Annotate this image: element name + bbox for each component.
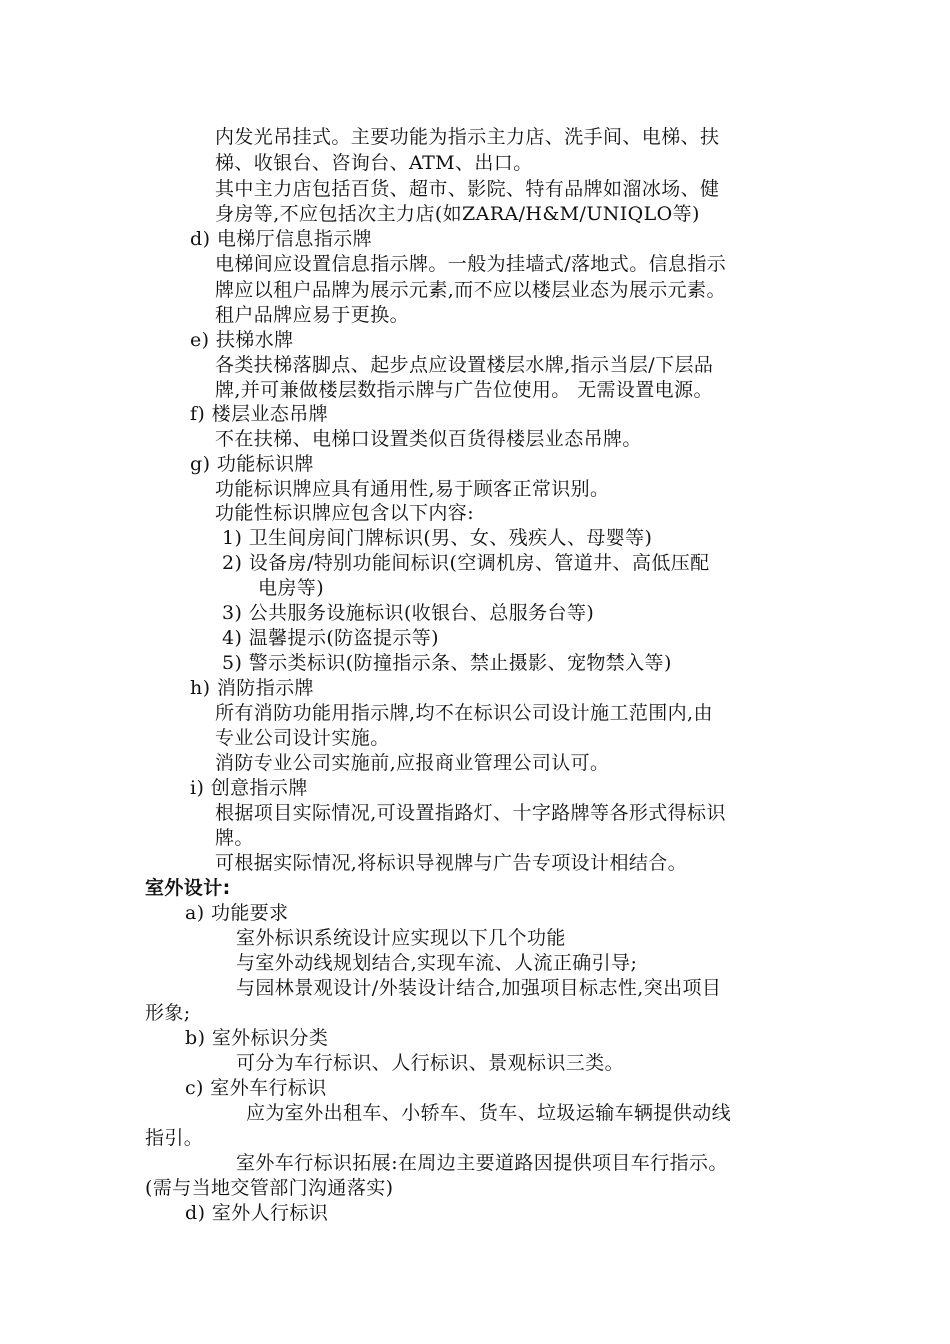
text-line: 电梯间应设置信息指示牌。一般为挂墙式/落地式。信息指示 <box>215 253 727 275</box>
text-line: 专业公司设计实施。 <box>215 727 390 749</box>
section-title-outdoor-design: 室外设计: <box>145 877 231 899</box>
section-heading-d: d) 电梯厅信息指示牌 <box>190 228 373 250</box>
text-line: 应为室外出租车、小轿车、货车、垃圾运输车辆提供动线 <box>246 1102 732 1124</box>
text-line: 牌。 <box>215 827 254 849</box>
section-heading-g: g) 功能标识牌 <box>190 453 314 475</box>
section-heading-i: i) 创意指示牌 <box>190 777 308 799</box>
text-line: 内发光吊挂式。主要功能为指示主力店、洗手间、电梯、扶 <box>215 126 720 148</box>
text-line: 所有消防功能用指示牌,均不在标识公司设计施工范围内,由 <box>215 702 713 724</box>
text-line: 其中主力店包括百货、超市、影院、特有品牌如溜冰场、健 <box>215 178 720 200</box>
section-heading-e: e) 扶梯水牌 <box>190 329 294 351</box>
text-line: 室外标识系统设计应实现以下几个功能 <box>236 927 566 949</box>
text-line: 身房等,不应包括次主力店(如ZARA/H&M/UNIQLO等) <box>215 203 700 225</box>
section-heading-h: h) 消防指示牌 <box>190 677 314 699</box>
text-line: 牌,并可兼做楼层数指示牌与广告位使用。 无需设置电源。 <box>215 379 713 401</box>
list-item: 4) 温馨提示(防盗提示等) <box>222 627 439 649</box>
text-line: 不在扶梯、电梯口设置类似百货得楼层业态吊牌。 <box>215 428 642 450</box>
text-line: 与园林景观设计/外装设计结合,加强项目标志性,突出项目 <box>236 977 722 999</box>
text-line: 室外车行标识拓展:在周边主要道路因提供项目车行指示。 <box>236 1152 728 1174</box>
text-line: 牌应以租户品牌为展示元素,而不应以楼层业态为展示元素。 <box>215 279 726 301</box>
text-line: 租户品牌应易于更换。 <box>215 304 410 326</box>
list-item: 2) 设备房/特别功能间标识(空调机房、管道井、高低压配 <box>222 552 710 574</box>
section-heading-f: f) 楼层业态吊牌 <box>190 403 329 425</box>
text-line: 功能性标识牌应包含以下内容: <box>215 502 475 524</box>
text-line: 形象; <box>145 1002 191 1024</box>
text-line: 可根据实际情况,将标识导视牌与广告专项设计相结合。 <box>215 852 688 874</box>
text-line: 梯、收银台、咨询台、ATM、出口。 <box>215 152 533 174</box>
text-line: 功能标识牌应具有通用性,易于顾客正常识别。 <box>215 478 610 500</box>
text-line: 各类扶梯落脚点、起步点应设置楼层水牌,指示当层/下层品 <box>215 354 714 376</box>
text-line: 与室外动线规划结合,实现车流、人流正确引导; <box>236 952 638 974</box>
section-heading-a: a) 功能要求 <box>185 902 289 924</box>
section-heading-c: c) 室外车行标识 <box>185 1077 327 1099</box>
section-heading-d-outdoor: d) 室外人行标识 <box>185 1202 329 1224</box>
section-heading-b: b) 室外标识分类 <box>185 1027 329 1049</box>
list-item: 3) 公共服务设施标识(收银台、总服务台等) <box>222 602 595 624</box>
list-item-continuation: 电房等) <box>258 577 325 599</box>
text-line: 根据项目实际情况,可设置指路灯、十字路牌等各形式得标识 <box>215 802 726 824</box>
text-line: 可分为车行标识、人行标识、景观标识三类。 <box>236 1052 625 1074</box>
list-item: 1) 卫生间房间门牌标识(男、女、残疾人、母婴等) <box>222 527 653 549</box>
list-item: 5) 警示类标识(防撞指示条、禁止摄影、宠物禁入等) <box>222 652 672 674</box>
text-line: 消防专业公司实施前,应报商业管理公司认可。 <box>215 752 610 774</box>
text-line: 指引。 <box>145 1127 204 1149</box>
text-line: (需与当地交管部门沟通落实) <box>145 1177 394 1199</box>
